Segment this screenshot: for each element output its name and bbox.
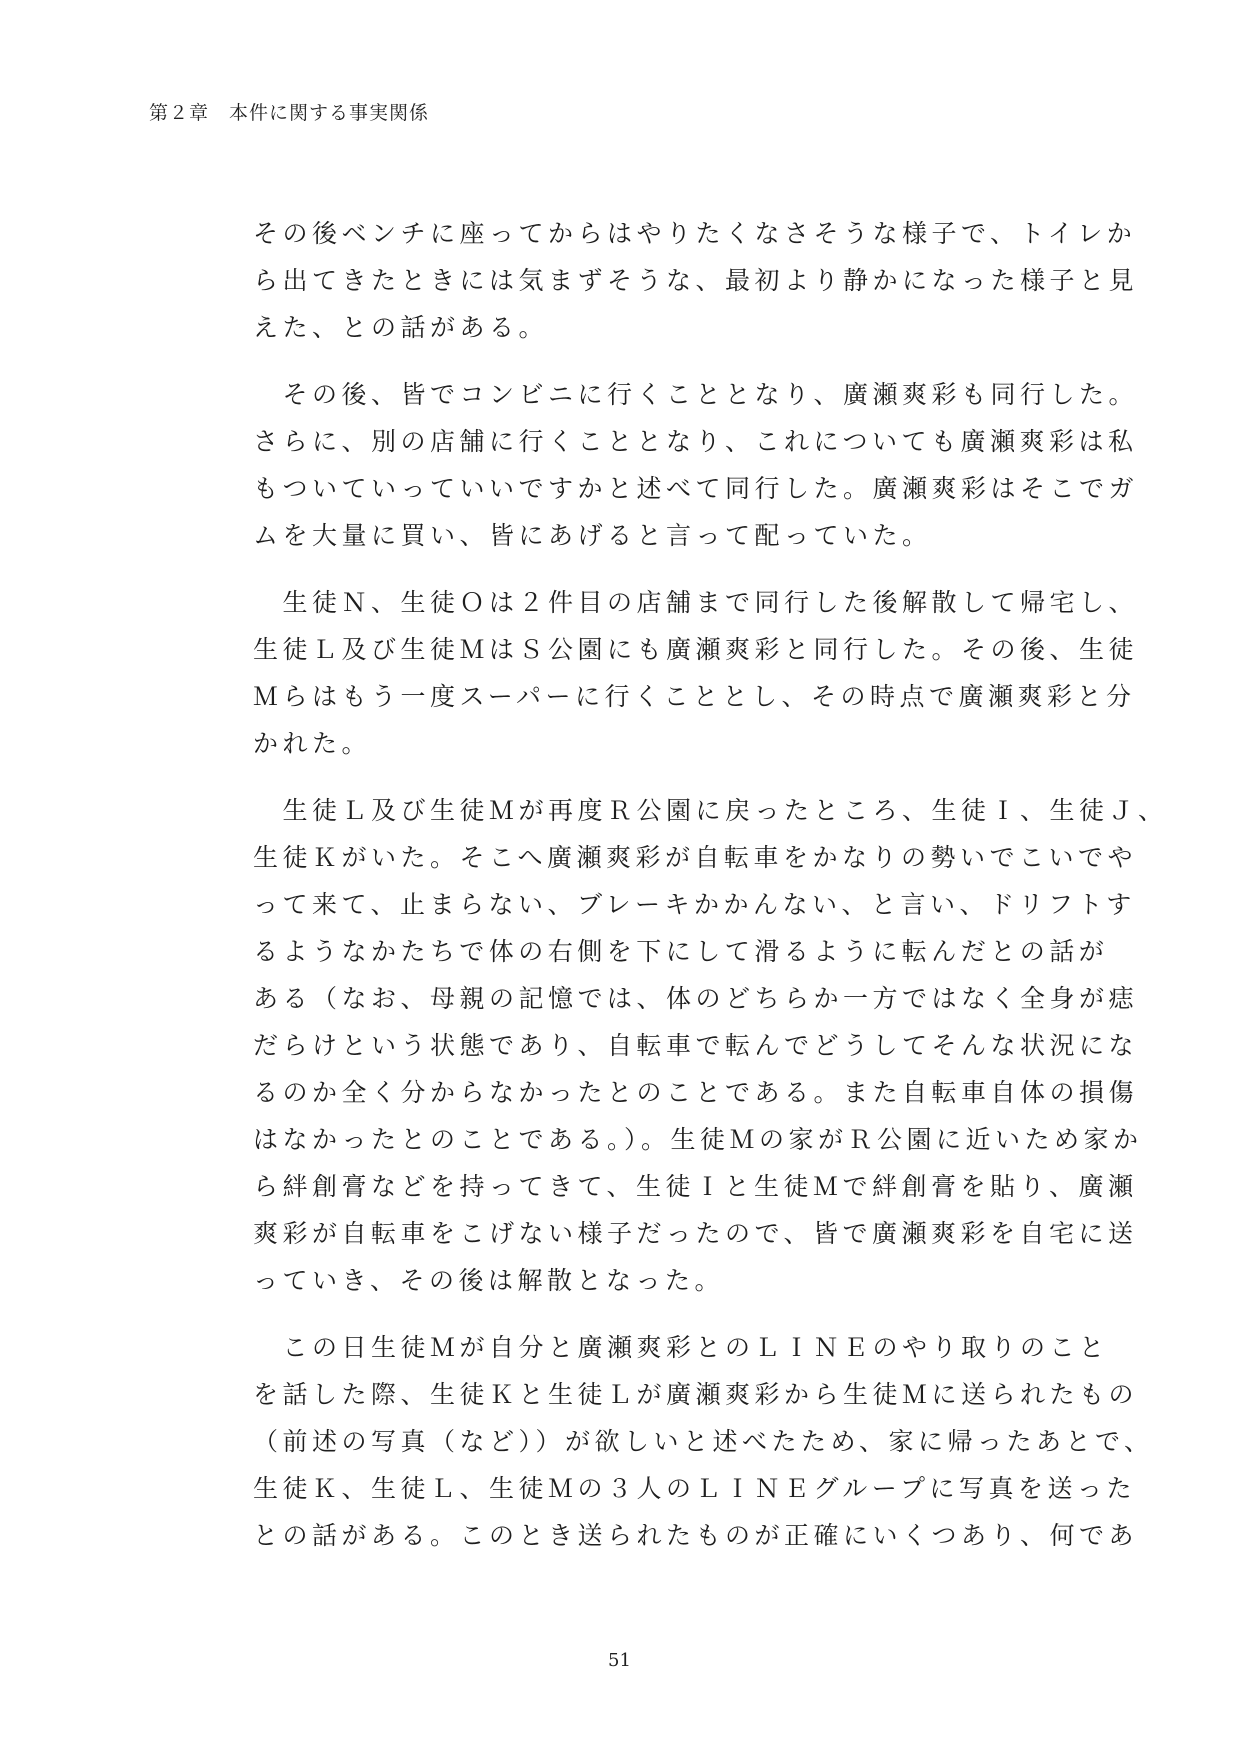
text-line: るのか全く分からなかったとのことである。また自転車自体の損傷 xyxy=(253,1078,1139,1107)
text-line: っていき、その後は解散となった。 xyxy=(253,1266,725,1295)
paragraph-4 xyxy=(253,787,1168,1304)
text-line: もついていっていいですかと述べて同行した。廣瀬爽彩はそこでガ xyxy=(253,474,1139,503)
text-line: ら出てきたときには気まずそうな、最初より静かになった様子と見 xyxy=(253,266,1139,295)
text-line: るようなかたちで体の右側を下にして滑るように転んだとの話が xyxy=(253,937,1109,966)
paragraph-1 xyxy=(253,210,1139,351)
text-line: ある（なお、母親の記憶では、体のどちらか一方ではなく全身が痣 xyxy=(253,984,1139,1013)
text-line: さらに、別の店舗に行くこととなり、これについても廣瀬爽彩は私 xyxy=(253,427,1138,456)
text-line: ら絆創膏などを持ってきて、生徒Ｉと生徒Ｍで絆創膏を貼り、廣瀬 xyxy=(253,1172,1138,1201)
chapter-header: 第２章 本件に関する事実関係 xyxy=(149,102,430,124)
paragraph-2 xyxy=(253,371,1139,559)
text-line: かれた。 xyxy=(253,729,372,758)
text-line: 生徒Ｋがいた。そこへ廣瀬爽彩が自転車をかなりの勢いでこいでや xyxy=(253,843,1138,872)
text-line: Ｍらはもう一度スーパーに行くこととし、その時点で廣瀬爽彩と分 xyxy=(253,682,1136,711)
text-line: との話がある。このとき送られたものが正確にいくつあり、何であ xyxy=(253,1521,1139,1550)
paragraph-5 xyxy=(253,1324,1154,1559)
text-line: 生徒Ｋ、生徒Ｌ、生徒Ｍの３人のＬＩＮＥグループに写真を送った xyxy=(253,1474,1137,1503)
paragraph-3 xyxy=(253,579,1139,767)
text-line: 生徒Ｌ及び生徒ＭはＳ公園にも廣瀬爽彩と同行した。その後、生徒 xyxy=(253,635,1139,664)
text-line: その後ベンチに座ってからはやりたくなさそうな様子で、トイレか xyxy=(253,219,1137,248)
text-line: を話した際、生徒Ｋと生徒Ｌが廣瀬爽彩から生徒Ｍに送られたもの xyxy=(253,1380,1139,1409)
text-line: って来て、止まらない、ブレーキかかんない、と言い、ドリフトす xyxy=(253,890,1136,919)
text-line: この日生徒Ｍが自分と廣瀬爽彩とのＬＩＮＥのやり取りのこと xyxy=(253,1333,1109,1362)
text-line: 生徒Ｎ、生徒Ｏは２件目の店舗まで同行した後解散して帰宅し、 xyxy=(253,588,1139,617)
text-line: （前述の写真（など））が欲しいと述べたため、家に帰ったあとで、 xyxy=(253,1427,1154,1456)
page-number: 51 xyxy=(608,1650,631,1671)
text-line: 爽彩が自転車をこげない様子だったので、皆で廣瀬爽彩を自宅に送 xyxy=(253,1219,1138,1248)
document-body xyxy=(253,210,1168,1579)
text-line: えた、との話がある。 xyxy=(253,313,549,342)
text-line: その後、皆でコンビニに行くこととなり、廣瀬爽彩も同行した。 xyxy=(253,380,1139,409)
text-line: ムを大量に買い、皆にあげると言って配っていた。 xyxy=(253,521,932,550)
text-line: 生徒Ｌ及び生徒Ｍが再度Ｒ公園に戻ったところ、生徒Ｉ、生徒Ｊ、 xyxy=(253,796,1168,825)
text-line: だらけという状態であり、自転車で転んでどうしてそんな状況にな xyxy=(253,1031,1139,1060)
text-line: はなかったとのことである。）。生徒Ｍの家がＲ公園に近いため家か xyxy=(253,1125,1143,1154)
